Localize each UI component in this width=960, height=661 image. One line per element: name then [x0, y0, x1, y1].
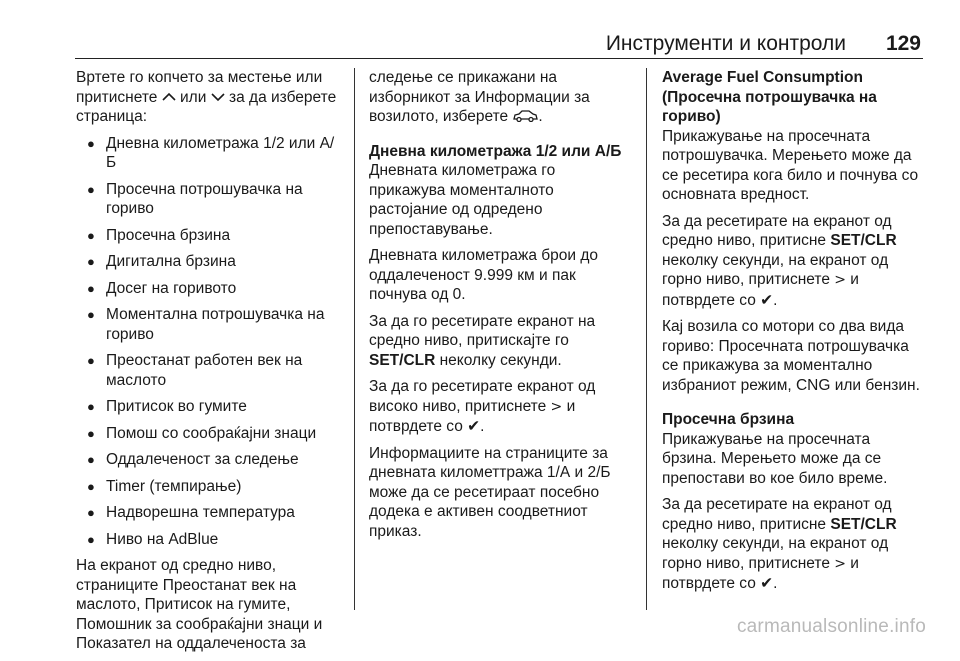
- checkmark-icon: ✔: [467, 417, 481, 435]
- list-item: ● Притисок во гумите: [87, 398, 247, 415]
- set-clr-label: SET/CLR: [369, 351, 436, 369]
- section-heading: Average Fuel Consumption (Просечна потрошувачка на гориво): [662, 69, 877, 125]
- page-number: 129: [885, 32, 921, 55]
- list-item: ● Досег на горивото: [87, 279, 237, 297]
- right-arrow-icon: >: [834, 555, 846, 572]
- set-clr-label: SET/CLR: [830, 515, 897, 533]
- list-item: ● Преостанат работен век на маслото: [87, 352, 303, 389]
- paragraph: следење се прикажани на изборникот за Информации за возилото, изберете .: [369, 69, 590, 125]
- set-clr-label: SET/CLR: [830, 232, 897, 249]
- list-item: ● Дигитална брзина: [87, 253, 236, 270]
- checkmark-icon: ✔: [760, 574, 774, 592]
- paragraph: За да го ресетирате екранот на средно ниво, притискајте го SET/CLR неколку секунди.: [369, 312, 596, 369]
- right-arrow-icon: >: [550, 398, 563, 415]
- paragraph: За да ресетирате на екранот од средно ниво, притисне SET/CLR неколку секунди, на екранот од горно ниво, притиснете > и потврдете со ✔.: [662, 496, 897, 592]
- list-item: ● Оддалеченост за следење: [87, 451, 299, 468]
- list-item: ● Надворешна температура: [87, 504, 295, 521]
- paragraph: Информациите на страниците за дневната километтража 1/А и 2/Б може да се ресетираат посебно додека е активен соодветниот приказ.: [369, 444, 611, 540]
- vehicle-icon: [512, 109, 538, 122]
- paragraph: За да го ресетирате екранот од високо ниво, притиснете > и потврдете со ✔.: [369, 378, 596, 435]
- paragraph: Прикажување на просечната потрошувачка. Мерењето може да се ресетира кога било и почнува со основната вредност.: [662, 127, 919, 203]
- watermark: carmanualsonline.info: [736, 616, 926, 637]
- list-item: ● Помош со сообраќајни знаци: [87, 424, 317, 442]
- chevron-up-icon: [162, 92, 176, 102]
- column-divider: [646, 68, 647, 610]
- section-heading: Дневна километража 1/2 или А/Б: [369, 142, 622, 160]
- intro-paragraph: Вртете го копчето за местење или притиснете или за да изберете страница:: [76, 69, 337, 125]
- chevron-down-icon: [211, 92, 225, 102]
- list-item: ● Ниво на AdBlue: [87, 530, 219, 548]
- list-item: ● Дневна километража 1/2 или А/Б: [87, 134, 335, 171]
- paragraph: Прикажување на просечната брзина. Мерењето може да се препостави во кое било време.: [662, 430, 888, 487]
- column-divider: [354, 68, 355, 610]
- paragraph: Кај возила со мотори со два вида гориво: Просечната потрошувачка се прикажува за моментално избраниот режим, CNG или бензин.: [662, 318, 920, 394]
- page-list: [76, 134, 342, 550]
- paragraph: Дневната километража брои до оддалеченост 9.999 км и пак почнува од 0.: [369, 247, 599, 303]
- list-item: ● Просечна потрошувачка на гориво: [87, 180, 303, 217]
- list-item: ● Timer (темпирање): [87, 477, 242, 495]
- page-header-title: Инструменти и контроли: [605, 32, 846, 55]
- outro-paragraph: На екранот од средно ниво, страниците Преостанат век на маслото, Притисок на гумите, Помошник за сообраќајни знаци и Показател на оддалеченоста за: [76, 557, 323, 652]
- column-1: [76, 68, 342, 661]
- column-3: [662, 68, 928, 601]
- paragraph: За да ресетирате на екранот од средно ниво, притисне SET/CLR неколку секунди, на екранот од горно ниво, притиснете > и потврдете со ✔.: [662, 212, 897, 309]
- checkmark-icon: ✔: [760, 290, 774, 309]
- section-heading: Просечна брзина: [662, 411, 795, 428]
- column-2: [369, 68, 631, 548]
- paragraph: Дневната километража го прикажува моменталното растојание од одредено препоставување.: [369, 162, 556, 238]
- header-rule: [75, 58, 923, 59]
- list-item: ● Просечна брзина: [87, 226, 231, 244]
- list-item: ● Моментална потрошувачка на гориво: [87, 306, 325, 343]
- right-arrow-icon: >: [834, 272, 846, 288]
